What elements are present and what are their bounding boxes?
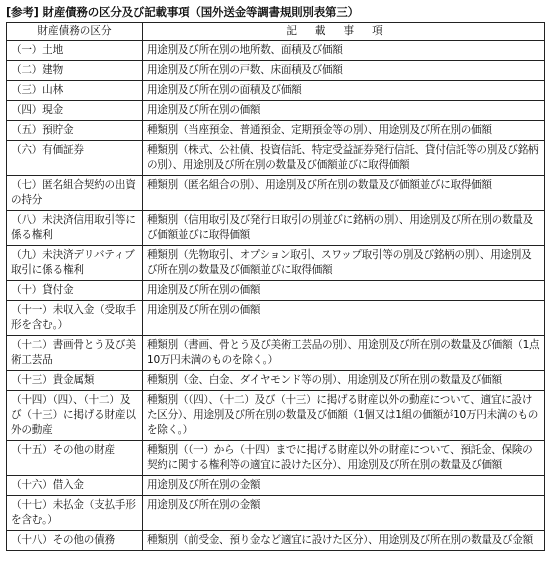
row-description: 用途別及び所在別の価額 bbox=[143, 301, 545, 336]
row-description: 用途別及び所在別の面積及び価額 bbox=[143, 81, 545, 101]
row-description: 用途別及び所在別の金額 bbox=[143, 476, 545, 496]
table-row bbox=[7, 371, 545, 391]
row-category: （八）未決済信用取引等に係る権利 bbox=[7, 211, 143, 246]
table-row bbox=[7, 441, 545, 476]
row-description: 用途別及び所在別の価額 bbox=[143, 101, 545, 121]
row-description: 種類別（前受金、預り金など適宜に設けた区分）、用途別及び所在別の数量及び金額 bbox=[143, 531, 545, 551]
table-header-row bbox=[7, 23, 545, 41]
row-category: （十三）貴金属類 bbox=[7, 371, 143, 391]
row-category: （一）土地 bbox=[7, 41, 143, 61]
row-category: （四）現金 bbox=[7, 101, 143, 121]
table-row bbox=[7, 176, 545, 211]
table-row bbox=[7, 391, 545, 441]
table-row bbox=[7, 41, 545, 61]
row-category: （十八）その他の債務 bbox=[7, 531, 143, 551]
table-row bbox=[7, 101, 545, 121]
table-row bbox=[7, 141, 545, 176]
row-description: 種類別（株式、公社債、投資信託、特定受益証券発行信託、貸付信託等の別及び銘柄の別）、用途別及び所在別の数量及び価額並びに取得価額 bbox=[143, 141, 545, 176]
row-description: 種類別（当座預金、普通預金、定期預金等の別）、用途別及び所在別の価額 bbox=[143, 121, 545, 141]
row-description: 用途別及び所在別の地所数、面積及び価額 bbox=[143, 41, 545, 61]
row-category: （七）匿名組合契約の出資の持分 bbox=[7, 176, 143, 211]
row-category: （六）有価証券 bbox=[7, 141, 143, 176]
row-description: 種類別（金、白金、ダイヤモンド等の別）、用途別及び所在別の数量及び価額 bbox=[143, 371, 545, 391]
table-row bbox=[7, 61, 545, 81]
heading-title: 財産債務の区分及び記載事項（国外送金等調書規則別表第三） bbox=[42, 5, 359, 19]
header-description: 記載事項 bbox=[143, 23, 545, 41]
table-row bbox=[7, 476, 545, 496]
table-row bbox=[7, 246, 545, 281]
header-category: 財産債務の区分 bbox=[7, 23, 143, 41]
row-description: 種類別（（一）から（十四）までに掲げる財産以外の財産について、預託金、保険の契約に関する権利等の適宜に設けた区分）、用途別及び所在別の数量及び価額 bbox=[143, 441, 545, 476]
row-category: （十二）書画骨とう及び美術工芸品 bbox=[7, 336, 143, 371]
row-category: （十四）（四）、（十二）及び（十三）に掲げる財産以外の動産 bbox=[7, 391, 143, 441]
row-description: 種類別（匿名組合の別）、用途別及び所在別の数量及び価額並びに取得価額 bbox=[143, 176, 545, 211]
row-category: （十五）その他の財産 bbox=[7, 441, 143, 476]
row-description: 用途別及び所在別の価額 bbox=[143, 281, 545, 301]
row-category: （十六）借入金 bbox=[7, 476, 143, 496]
row-description: 種類別（（四）、（十二）及び（十三）に掲げる財産以外の動産について、適宜に設けた区分）、用途別及び所在別の数量及び価額（1個又は1組の価額が10万円未満のものを除く。） bbox=[143, 391, 545, 441]
assets-liabilities-table bbox=[6, 22, 545, 551]
row-category: （五）預貯金 bbox=[7, 121, 143, 141]
table-row bbox=[7, 211, 545, 246]
row-description: 用途別及び所在別の戸数、床面積及び価額 bbox=[143, 61, 545, 81]
row-category: （十）貸付金 bbox=[7, 281, 143, 301]
table-row bbox=[7, 81, 545, 101]
row-description: 種類別（書画、骨とう及び美術工芸品の別）、用途別及び所在別の数量及び価額（1点10万円未満のものを除く。） bbox=[143, 336, 545, 371]
table-row bbox=[7, 121, 545, 141]
row-category: （九）未決済デリバティブ取引に係る権利 bbox=[7, 246, 143, 281]
table-row bbox=[7, 336, 545, 371]
row-description: 用途別及び所在別の金額 bbox=[143, 496, 545, 531]
table-row bbox=[7, 496, 545, 531]
row-category: （十七）未払金（支払手形を含む。） bbox=[7, 496, 143, 531]
table-row bbox=[7, 281, 545, 301]
row-category: （二）建物 bbox=[7, 61, 143, 81]
row-description: 種類別（信用取引及び発行日取引の別並びに銘柄の別）、用途別及び所在別の数量及び価額並びに取得価額 bbox=[143, 211, 545, 246]
document-heading bbox=[6, 4, 544, 22]
row-description: 種類別（先物取引、オプション取引、スワップ取引等の別及び銘柄の別）、用途別及び所在別の数量及び価額並びに取得価額 bbox=[143, 246, 545, 281]
row-category: （十一）未収入金（受取手形を含む。） bbox=[7, 301, 143, 336]
table-row bbox=[7, 531, 545, 551]
table-row bbox=[7, 301, 545, 336]
row-category: （三）山林 bbox=[7, 81, 143, 101]
heading-tag: [参考] bbox=[6, 5, 39, 19]
